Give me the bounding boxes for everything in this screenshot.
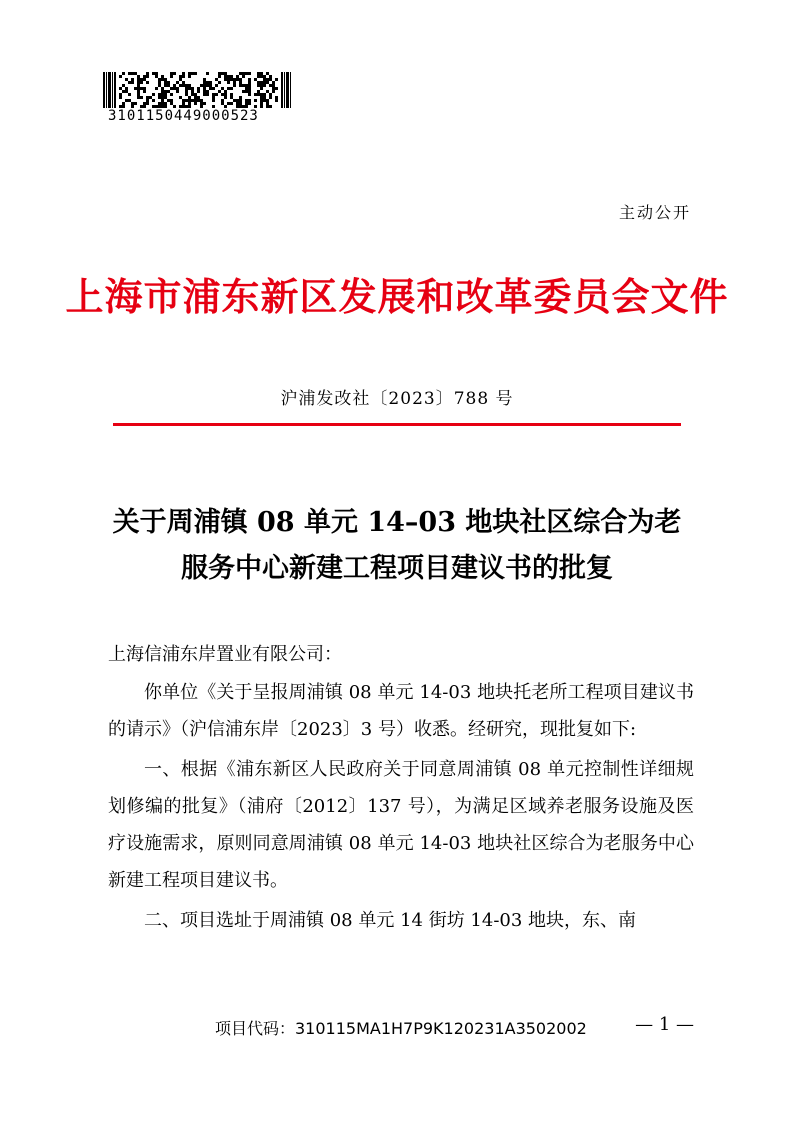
barcode-image [103,72,293,108]
red-divider-line [113,423,681,426]
disclosure-label: 主动公开 [618,203,691,222]
page-number: — 1 — [635,1014,694,1035]
body-paragraph-2: 一、根据《浦东新区人民政府关于同意周浦镇 08 单元控制性详细规划修编的批复》（浦府〔2012〕137 号），为满足区域养老服务设施及医疗设施需求，原则同意周浦镇 08 单元 14-03 地块社区综合为老服务中心新建工程项目建议书。 [108,759,694,891]
document-title [0,500,794,592]
body-paragraph-1: 你单位《关于呈报周浦镇 08 单元 14-03 地块托老所工程项目建议书的请示》（沪信浦东岸〔2023〕3 号）收悉。经研究，现批复如下: [108,682,694,740]
document-number: 沪浦发改社〔2023〕788 号 [280,389,514,409]
project-code: 项目代码：310115MA1H7P9K120231A3502002 [215,1019,587,1038]
body-paragraph-3: 二、项目选址于周浦镇 08 单元 14 街坊 14-03 地块，东、南 [144,910,637,931]
document-title-line-1: 关于周浦镇 08 单元 14–03 地块社区综合为老 [112,507,682,538]
issuer-title: 上海市浦东新区发展和改革委员会文件 [65,274,729,319]
body-text [108,674,694,942]
addressee: 上海信浦东岸置业有限公司： [108,644,342,665]
document-title-line-2: 服务中心新建工程项目建议书的批复 [181,553,613,584]
barcode-number: 3101150449000523 [108,108,259,124]
